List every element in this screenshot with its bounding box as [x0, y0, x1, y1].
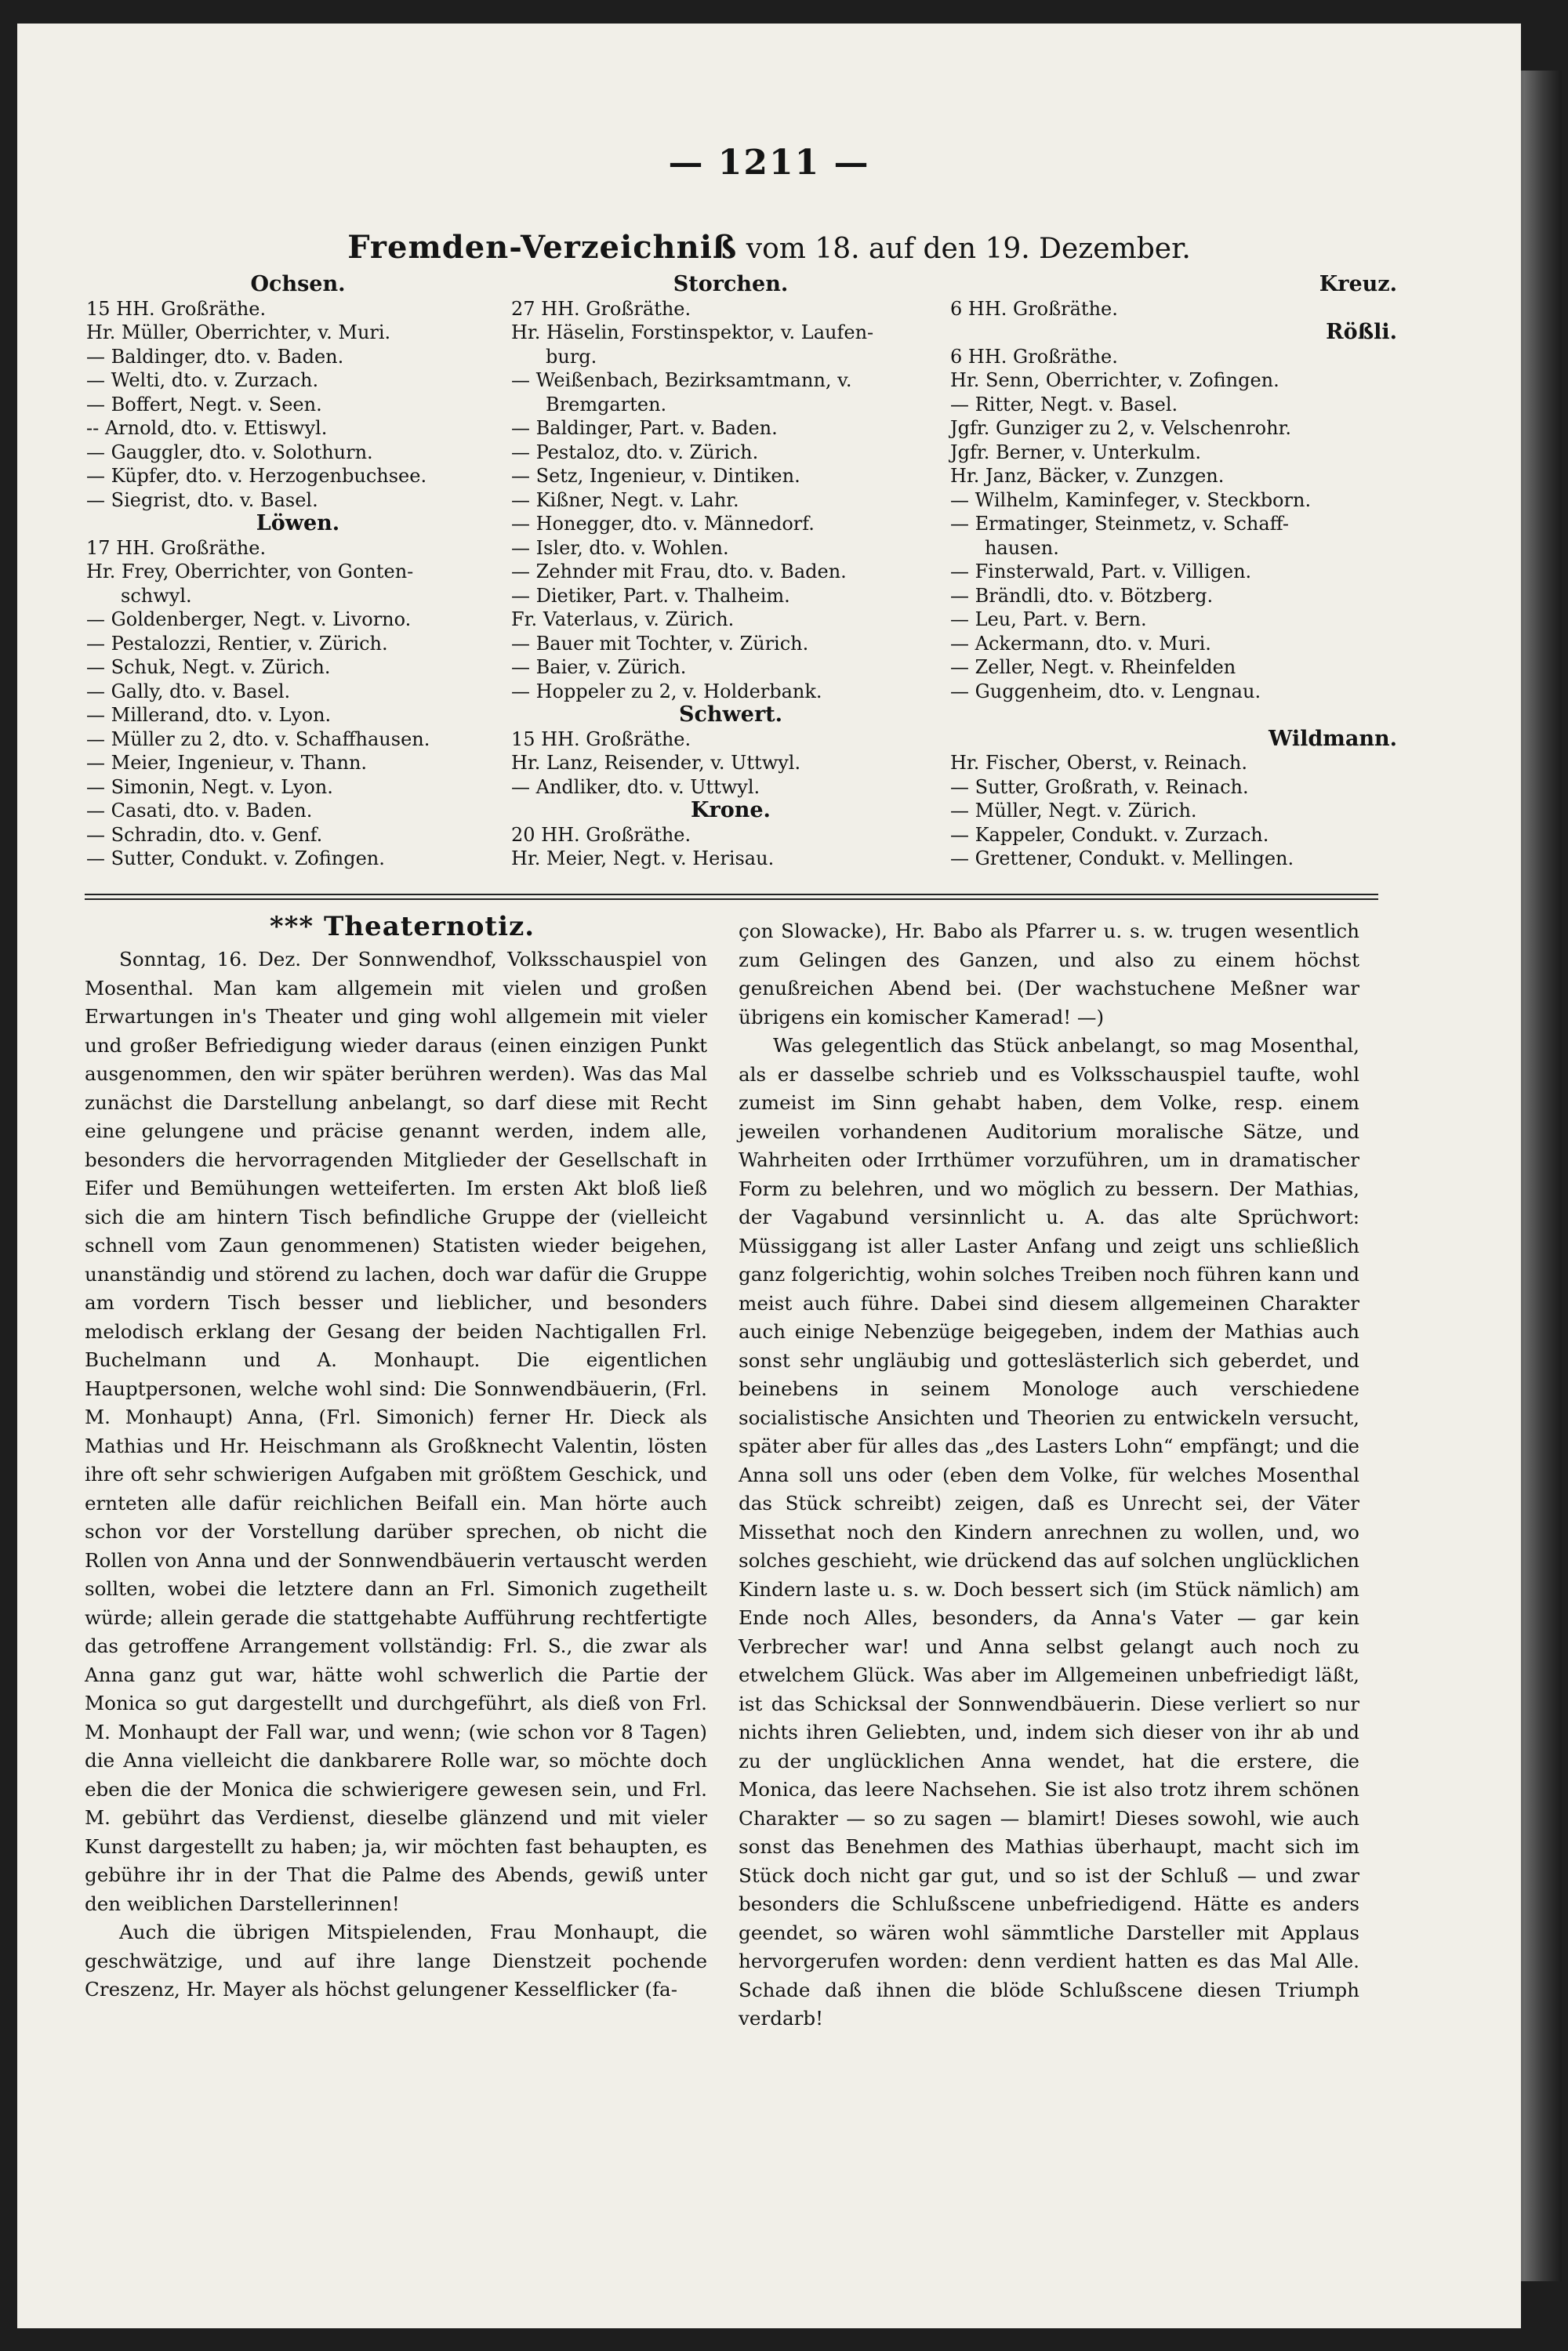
inn-heading: Wildmann. [1269, 726, 1397, 751]
register-entry: — Wilhelm, Kaminfeger, v. Steckborn. [950, 488, 1312, 511]
article-column-right [739, 917, 1359, 2034]
register-entry: — Isler, dto. v. Wohlen. [511, 536, 729, 559]
register-entry: — Bauer mit Tochter, v. Zürich. [511, 632, 809, 655]
register-entry: 15 HH. Großräthe. [511, 727, 691, 750]
register-entry: hausen. [985, 536, 1059, 559]
register-entry: — Baldinger, Part. v. Baden. [511, 417, 778, 439]
inn-heading: Storchen. [673, 272, 789, 296]
register-entry: — Pestaloz, dto. v. Zürich. [511, 441, 759, 463]
register-entry: 15 HH. Großräthe. [86, 297, 267, 320]
register-entry: — Brändli, dto. v. Bötzberg. [950, 584, 1214, 607]
register-column-1 [86, 273, 510, 871]
register-entry: — Millerand, dto. v. Lyon. [86, 704, 332, 726]
inn-heading: Rößli. [1326, 320, 1397, 344]
register-entry: — Ermatinger, Steinmetz, v. Schaff- [950, 513, 1289, 535]
register-entry: 17 HH. Großräthe. [86, 536, 267, 559]
newspaper-page [17, 24, 1521, 2328]
register-entry: schwyl. [121, 584, 192, 607]
register-entry: — Andliker, dto. v. Uttwyl. [511, 775, 760, 798]
register-entry: — Sutter, Großrath, v. Reinach. [950, 775, 1249, 798]
register-entry: — Küpfer, dto. v. Herzogenbuchsee. [86, 465, 427, 487]
register-entry: — Boffert, Negt. v. Seen. [86, 393, 322, 415]
article-paragraph: Was gelegentlich das Stück anbelangt, so mag Mosenthal, als er dasselbe schrieb und es Volksschauspiel taufte, wohl zumeist im Sinn gehabt haben, dem Volke, resp. einem jeweilen vorhandenen Auditorium moralische Sätze, und Wahrheiten oder Irrthümer vorzuführen, um in dramatischer Form zu belehren, und wo möglich zu bessern. Der Mathias, der Vagabund versinnlicht u. A. das alte Sprüchwort: Müssiggang ist aller Laster Anfang und zeigt uns schließlich ganz folgerichtig, wohin solches Treiben noch führen kann und meist auch führe. Dabei sind diesem allgemeinen Charakter auch einige Nebenzüge beigegeben, indem der Mathias auch sonst sehr ungläubig und gotteslästerlich sich geberdet, und beinebens in seinem Monologe auch verschiedene socialistische Ansichten und Theorien zu entwickeln versucht, später aber für alles das „des Lasters Lohn“ empfängt; und die Anna soll uns oder (eben dem Volke, für welches Mosenthal das Stück schreibt) zeigen, daß es Unrecht sei, der Väter Missethat noch den Kindern anrechnen zu wollen, und, wo solches geschieht, wie drückend das auf solchen unglücklichen Kindern laste u. s. w. Doch bessert sich (im Stück nämlich) am Ende noch Alles, besonders, da Anna's Vater — gar kein Verbrecher war! und Anna selbst gelangt auch noch zu etwelchem Glück. Was aber im Allgemeinen unbefriedigt läßt, ist das Schicksal der Sonnwendbäuerin. Diese verliert so nur nichts ihren Geliebten, und, indem sich dieser von ihr ab und zu der unglücklichen Anna wendet, hat die erstere, die Monica, das leere Nachsehen. Sie ist also trotz ihrem schönen Charakter — so zu sagen — blamirt! Dieses sowohl, wie auch sonst das Benehmen des Mathias überhaupt, macht sich im Stück doch nicht gar gut, und so ist der Schluß — und zwar besonders die Schlußscene unbefriedigend. Hätte es anders geendet, so wären wohl sämmtliche Darsteller mit Applaus hervorgerufen worden: denn verdient hatten es das Mal Alle. Schade daß ihnen die blöde Schlußscene diesen Triumph verdarb! [739, 1034, 1359, 2030]
page-number: — 1211 — [668, 143, 870, 183]
register-entry: 6 HH. Großräthe. [950, 297, 1118, 320]
register-entry: Hr. Fischer, Oberst, v. Reinach. [950, 752, 1248, 774]
register-entry: — Schuk, Negt. v. Zürich. [86, 656, 331, 678]
register-entry: Hr. Janz, Bäcker, v. Zunzgen. [950, 465, 1225, 487]
register-entry: — Baier, v. Zürich. [511, 656, 687, 678]
register-entry: — Finsterwald, Part. v. Villigen. [950, 561, 1252, 582]
register-entry: — Kißner, Negt. v. Lahr. [511, 488, 739, 511]
register-entry: — Leu, Part. v. Bern. [950, 608, 1147, 630]
article-title: *** Theaternotiz. [269, 911, 535, 942]
register-entry: — Dietiker, Part. v. Thalheim. [511, 584, 790, 607]
register-entry: — Zehnder mit Frau, dto. v. Baden. [511, 561, 847, 582]
article-paragraph: çon Slowacke), Hr. Babo als Pfarrer u. s. w. trugen wesentlich zum Gelingen des Ganzen, und also zu einem höchst genußreichen Abend bei. (Der wachstuchene Meßner war übrigens ein komischer Kamerad! —) [739, 920, 1359, 1029]
register-entry: burg. [546, 345, 597, 368]
register-entry: — Casati, dto. v. Baden. [86, 800, 313, 822]
register-entry: Jgfr. Gunziger zu 2, v. Velschenrohr. [950, 417, 1291, 439]
register-entry: — Gauggler, dto. v. Solothurn. [86, 441, 373, 463]
register-entry: Fr. Vaterlaus, v. Zürich. [511, 608, 735, 630]
register-entry: — Goldenberger, Negt. v. Livorno. [86, 608, 412, 630]
register-title: Fremden-Verzeichniß [347, 229, 738, 266]
divider [85, 894, 1378, 895]
register-entry: — Setz, Ingenieur, v. Dintiken. [511, 465, 800, 487]
register-entry: — Müller zu 2, dto. v. Schaffhausen. [86, 727, 430, 750]
register-entry: — Pestalozzi, Rentier, v. Zürich. [86, 632, 388, 655]
spacer [950, 703, 1405, 727]
register-entry: — Meier, Ingenieur, v. Thann. [86, 752, 368, 774]
register-entry: — Simonin, Negt. v. Lyon. [86, 775, 333, 798]
register-entry: — Zeller, Negt. v. Rheinfelden [950, 656, 1236, 678]
register-entry: — Baldinger, dto. v. Baden. [86, 345, 344, 368]
article-paragraph: Sonntag, 16. Dez. Der Sonnwendhof, Volksschauspiel von Mosenthal. Man kam allgemein mit vielen und großen Erwartungen in's Theater und ging wohl allgemein mit vieler und großer Befriedigung wieder daraus (einen einzigen Punkt ausgenommen, den wir später berühren werden). Was das Mal zunächst die Darstellung anbelangt, so darf diese mit Recht eine gelungene und präcise genannt werden, indem alle, besonders die hervorragenden Mitglieder der Gesellschaft in Eifer und Bemühungen wetteiferten. Im ersten Akt bloß ließ sich die am hintern Tisch befindliche Gruppe der (vielleicht schnell vom Zaun genommenen) Statisten wieder beigehen, unanständig und störend zu lachen, doch war dafür die Gruppe am vordern Tisch besser und lieblicher, und besonders melodisch erklang der Gesang der beiden Nachtigallen Frl. Buchelmann und A. Monhaupt. Die eigentlichen Hauptpersonen, welche wohl sind: Die Sonnwendbäuerin, (Frl. M. Monhaupt) Anna, (Frl. Simonich) ferner Hr. Dieck als Mathias und Hr. Heischmann als Großknecht Valentin, lösten ihre oft sehr schwierigen Aufgaben mit größtem Geschick, und ernteten alle dafür reichlichen Beifall ein. Man hörte auch schon vor der Vorstellung darüber sprechen, ob nicht die Rollen von Anna und der Sonnwendbäuerin vertauscht werden sollten, wobei die letztere dann an Frl. Simonich zugetheilt würde; allein gerade die stattgehabte Aufführung rechtfertigte das getroffene Arrangement vollständig: Frl. S., die zwar als Anna ganz gut war, hätte wohl schwerlich die Partie der Monica so gut dargestellt und durchgeführt, als dieß von Frl. M. Monhaupt der Fall war, und wenn; (wie schon vor 8 Tagen) die Anna vielleicht die dankbarere Rolle war, so möchte doch eben die der Monica die schwierigere gewesen sein, und Frl. M. gebührt das Verdienst, dieselbe glänzend und mit vieler Kunst dargestellt zu haben; ja, wir möchten fast behaupten, es gebühre ihr in der That die Palme des Abends, gewiß unter den weiblichen Darstellerinnen! [85, 948, 707, 1915]
register-entry: 6 HH. Großräthe. [950, 345, 1118, 368]
register-entry: Hr. Frey, Oberrichter, von Gonten- [86, 561, 414, 582]
register-entry: — Müller, Negt. v. Zürich. [950, 800, 1197, 822]
register-entry: — Welti, dto. v. Zurzach. [86, 369, 319, 391]
inn-heading: Ochsen. [250, 272, 346, 296]
register-entry: 27 HH. Großräthe. [511, 297, 691, 320]
register-entry: Hr. Häselin, Forstinspektor, v. Laufen- [511, 321, 874, 343]
register-column-3 [950, 273, 1405, 871]
inn-heading: Kreuz. [1319, 272, 1397, 296]
inn-heading: Krone. [691, 798, 771, 822]
register-entry: — Kappeler, Condukt. v. Zurzach. [950, 823, 1269, 846]
register-entry: Bremgarten. [546, 393, 667, 415]
register-entry: — Guggenheim, dto. v. Lengnau. [950, 680, 1261, 702]
register-entry: — Ackermann, dto. v. Muri. [950, 632, 1211, 655]
register-entry: Hr. Senn, Oberrichter, v. Zofingen. [950, 369, 1279, 391]
register-entry: -- Arnold, dto. v. Ettiswyl. [86, 417, 328, 439]
register-entry: — Ritter, Negt. v. Basel. [950, 393, 1178, 415]
register-entry: — Gally, dto. v. Basel. [86, 680, 291, 702]
register-date: vom 18. auf den 19. Dezember. [746, 233, 1191, 265]
register-entry: Hr. Müller, Oberrichter, v. Muri. [86, 321, 391, 343]
register-entry: — Siegrist, dto. v. Basel. [86, 488, 318, 511]
register-entry: Jgfr. Berner, v. Unterkulm. [950, 441, 1202, 463]
register-entry: — Hoppeler zu 2, v. Holderbank. [511, 680, 822, 702]
register-entry: — Honegger, dto. v. Männedorf. [511, 513, 815, 535]
register-column-2 [511, 273, 950, 871]
register-entry: Hr. Lanz, Reisender, v. Uttwyl. [511, 752, 801, 774]
register-entry: — Sutter, Condukt. v. Zofingen. [86, 847, 385, 869]
register-entry: Hr. Meier, Negt. v. Herisau. [511, 847, 775, 869]
register-entry: — Grettener, Condukt. v. Mellingen. [950, 847, 1294, 869]
article-paragraph: Auch die übrigen Mitspielenden, Frau Monhaupt, die geschwätzige, und auf ihre lange Dienstzeit pochende Creszenz, Hr. Mayer als höchst gelungener Kesselflicker (fa- [85, 1921, 707, 2001]
inn-heading: Schwert. [678, 702, 783, 727]
register-entry: — Schradin, dto. v. Genf. [86, 823, 323, 846]
article-column-left [85, 945, 707, 2005]
register-entry: 20 HH. Großräthe. [511, 823, 691, 846]
register-entry: — Weißenbach, Bezirksamtmann, v. [511, 369, 852, 391]
inn-heading: Löwen. [256, 511, 340, 535]
register-heading [17, 229, 1521, 266]
divider [85, 898, 1378, 900]
